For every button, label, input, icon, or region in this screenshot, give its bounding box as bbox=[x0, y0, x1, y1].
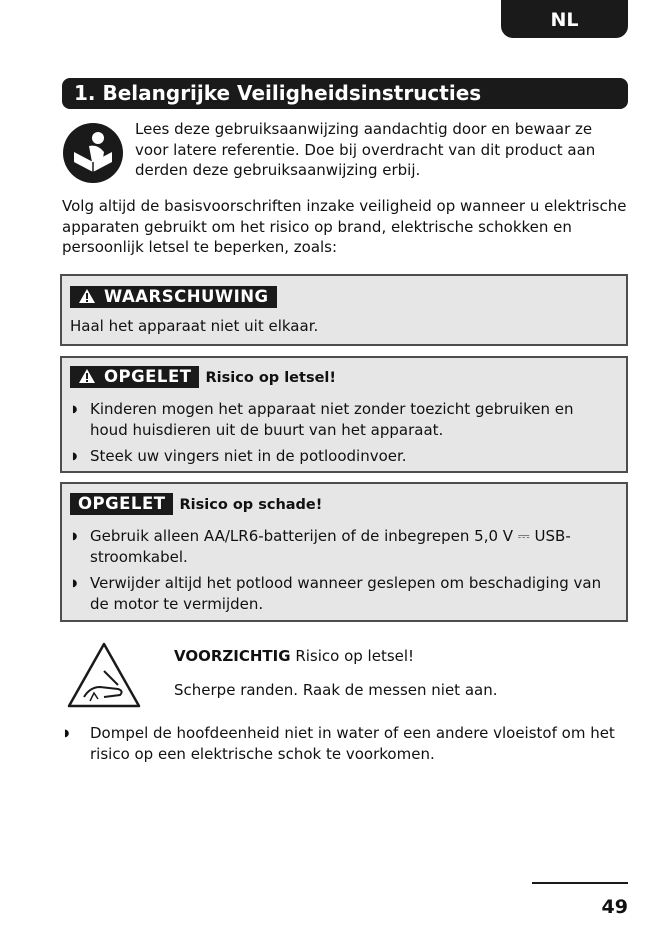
language-tab: NL bbox=[501, 0, 628, 38]
page-number: 49 bbox=[601, 896, 628, 918]
read-manual-icon bbox=[62, 122, 124, 184]
bullet-icon: ◗ bbox=[72, 404, 78, 415]
final-instruction: ◗ Dompel de hoofdeenheid niet in water of een andere vloeistof om het risico op een elektrische schok te voorkomen. bbox=[64, 724, 615, 763]
list-item: ◗ Gebruik alleen AA/LR6-batterijen of de inbegrepen 5,0 V ⎓ USB-stroomkabel. bbox=[72, 527, 571, 566]
intro-text: Lees deze gebruiksaanwijzing aandachtig door en bewaar ze voor latere referentie. Doe bij overdracht van dit product aan derden deze gebruiksaanwijzing erbij. bbox=[135, 120, 596, 179]
warning-box bbox=[60, 274, 628, 346]
sharp-caution-title: VOORZICHTIG Risico op letsel! bbox=[174, 647, 415, 665]
bullet-icon: ◗ bbox=[72, 451, 78, 462]
bullet-icon: ◗ bbox=[72, 531, 78, 542]
list-item: ◗ Kinderen mogen het apparaat niet zonder toezicht gebruiken en houd huisdieren uit de buurt van het apparaat. bbox=[72, 400, 574, 439]
caution-subtitle: Risico op letsel! bbox=[205, 370, 336, 386]
warning-triangle-icon bbox=[78, 288, 96, 304]
list-item: ◗ Verwijder altijd het potlood wanneer geslepen om beschadiging van de motor te vermijden. bbox=[72, 574, 602, 613]
caution-subtitle: Risico op schade! bbox=[179, 497, 323, 513]
warning-triangle-icon bbox=[78, 368, 96, 384]
section-title: 1. Belangrijke Veiligheidsinstructies bbox=[62, 78, 628, 109]
caution-damage-box bbox=[60, 482, 628, 622]
page-number-rule bbox=[532, 882, 628, 884]
bullet-icon: ◗ bbox=[64, 728, 70, 739]
caution-label: OPGELET bbox=[70, 366, 199, 388]
caution-label: OPGELET bbox=[70, 493, 173, 515]
warning-label: WAARSCHUWING bbox=[70, 286, 277, 308]
caution-injury-box bbox=[60, 356, 628, 473]
sharp-edge-warning-icon bbox=[66, 641, 142, 709]
sharp-caution-text: Scherpe randen. Raak de messen niet aan. bbox=[174, 681, 498, 699]
list-item: ◗ Steek uw vingers niet in de potloodinvoer. bbox=[72, 447, 407, 465]
warning-text: Haal het apparaat niet uit elkaar. bbox=[70, 317, 319, 335]
general-safety-text: Volg altijd de basisvoorschriften inzake veiligheid op wanneer u elektrische apparaten gebruikt om het risico op brand, elektrische schokken en persoonlijk letsel te beperken, zoals: bbox=[62, 197, 627, 256]
bullet-icon: ◗ bbox=[72, 578, 78, 589]
